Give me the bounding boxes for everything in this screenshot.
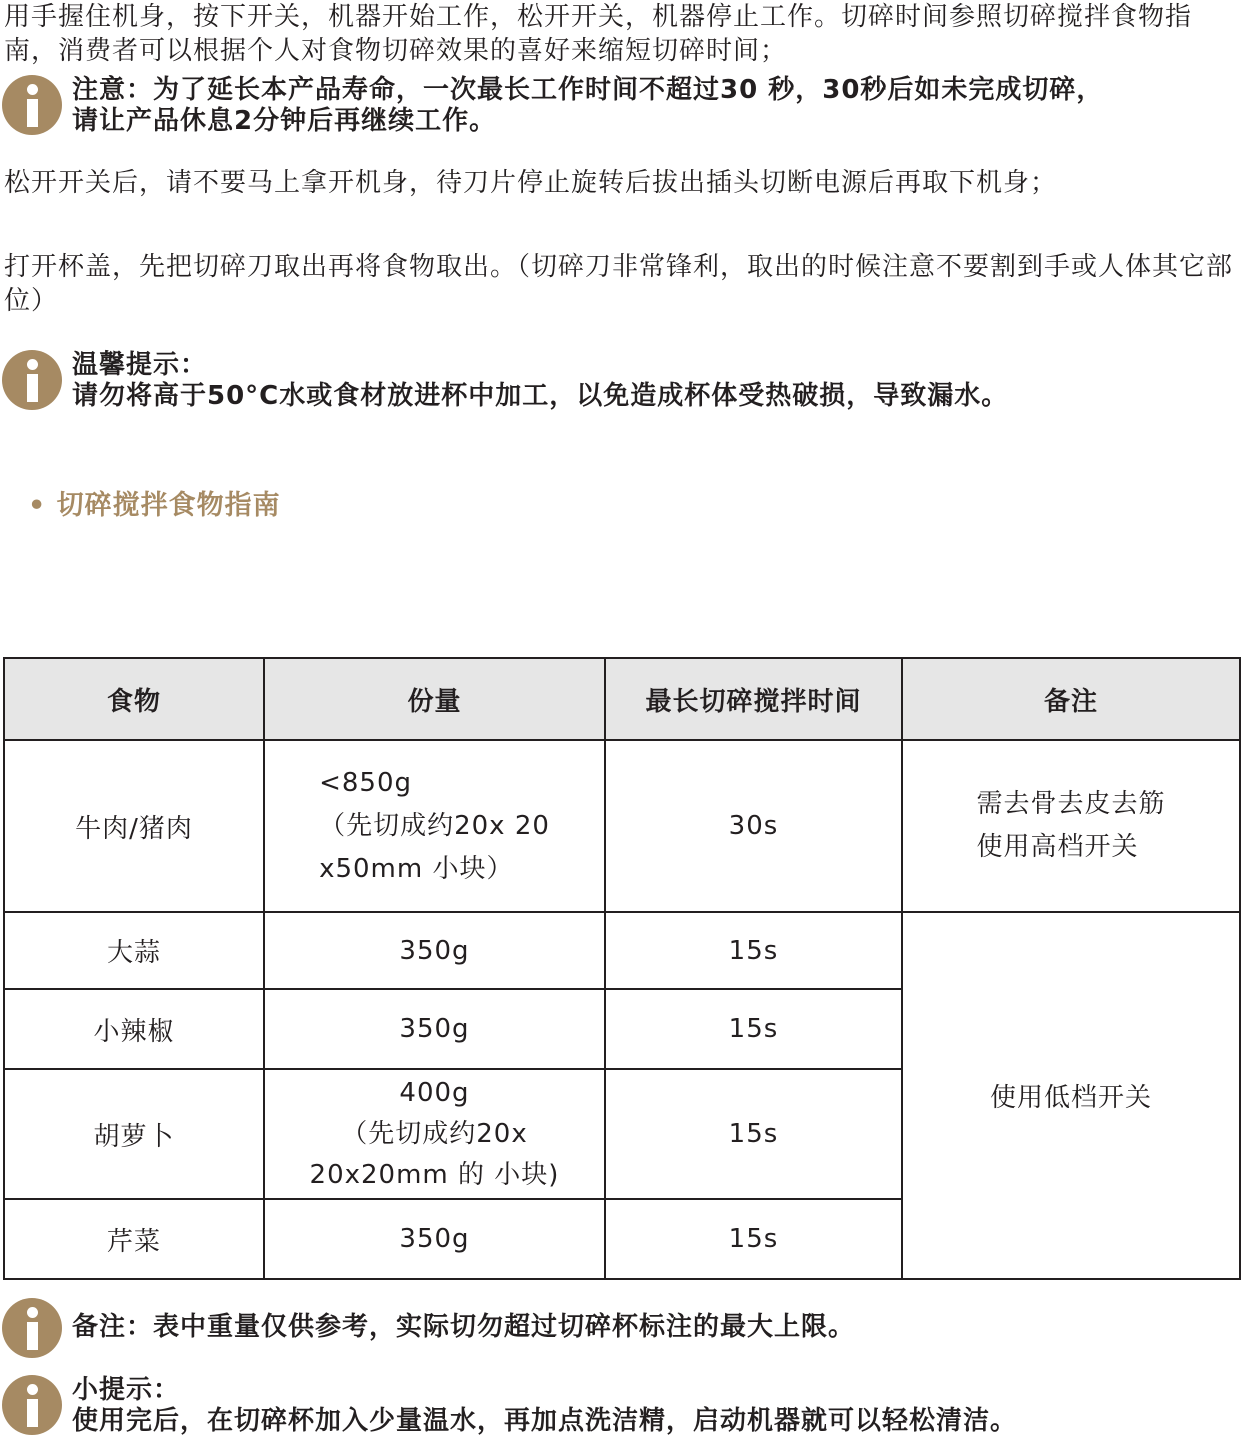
time-cell: 15s <box>605 989 902 1069</box>
tip-body: 使用完后，在切碎杯加入少量温水，再加点洗洁精，启动机器就可以轻松清洁。 <box>72 1406 1018 1436</box>
notice-line-2: 请让产品休息2分钟后再继续工作。 <box>72 106 497 136</box>
header-max-time: 最长切碎搅拌时间 <box>605 658 902 740</box>
amount-line: <850g <box>319 767 412 798</box>
time-cell: 15s <box>605 912 902 989</box>
instruction-paragraph-3: 打开杯盖，先把切碎刀取出再将食物取出。（切碎刀非常锋利，取出的时候注意不要割到手或人体其它部位） <box>4 252 1234 316</box>
time-cell: 15s <box>605 1199 902 1279</box>
notice-text <box>72 75 1103 137</box>
info-icon <box>2 1298 62 1358</box>
food-cell: 胡萝卜 <box>4 1069 264 1199</box>
amount-line: x50mm 小块） <box>319 853 514 884</box>
info-icon <box>2 1375 62 1435</box>
amount-cell <box>264 1069 605 1199</box>
warm-tip-heading: 温馨提示： <box>72 350 208 380</box>
note-line: 使用高档开关 <box>976 832 1139 862</box>
table-row <box>4 912 1240 989</box>
time-cell: 30s <box>605 740 902 912</box>
info-icon <box>2 75 62 135</box>
remark-note <box>2 1298 1237 1358</box>
food-cell: 芹菜 <box>4 1199 264 1279</box>
notice-note <box>2 75 1237 137</box>
table-row <box>4 740 1240 912</box>
remark-text: 备注：表中重量仅供参考，实际切勿超过切碎杯标注的最大上限。 <box>72 1312 856 1342</box>
instruction-paragraph-1: 用手握住机身，按下开关，机器开始工作，松开开关，机器停止工作。切碎时间参照切碎搅拌食物指南，消费者可以根据个人对食物切碎效果的喜好来缩短切碎时间； <box>4 2 1193 66</box>
note-cell <box>902 740 1240 912</box>
time-cell: 15s <box>605 1069 902 1199</box>
warm-tip-text <box>72 350 1008 412</box>
shared-note-cell: 使用低档开关 <box>902 912 1240 1279</box>
amount-cell: 350g <box>264 989 605 1069</box>
info-icon <box>2 350 62 410</box>
amount-cell: 350g <box>264 1199 605 1279</box>
amount-line: 20x20mm 的 小块) <box>309 1159 560 1190</box>
section-title: • 切碎搅拌食物指南 <box>28 490 281 521</box>
warm-tip-body: 请勿将高于50°C水或食材放进杯中加工，以免造成杯体受热破损，导致漏水。 <box>72 381 1009 411</box>
food-cell: 小辣椒 <box>4 989 264 1069</box>
notice-line-1: 注意：为了延长本产品寿命，一次最长工作时间不超过30 秒，30秒后如未完成切碎， <box>72 75 1104 105</box>
amount-cell: 350g <box>264 912 605 989</box>
tip-heading: 小提示： <box>72 1375 181 1405</box>
tip-note <box>2 1375 1237 1437</box>
warm-tip-note <box>2 350 1237 412</box>
amount-cell <box>264 740 605 912</box>
header-note: 备注 <box>902 658 1240 740</box>
amount-line: 400g <box>399 1077 470 1108</box>
note-line: 需去骨去皮去筋 <box>976 789 1166 819</box>
instruction-paragraph-2: 松开开关后，请不要马上拿开机身，待刀片停止旋转后拔出插头切断电源后再取下机身； <box>4 168 1058 198</box>
amount-line: （先切成约20x 20 <box>319 810 550 841</box>
header-food: 食物 <box>4 658 264 740</box>
food-cell: 大蒜 <box>4 912 264 989</box>
table-header-row <box>4 658 1240 740</box>
food-guide-table <box>3 657 1241 1280</box>
header-amount: 份量 <box>264 658 605 740</box>
food-cell: 牛肉/猪肉 <box>4 740 264 912</box>
amount-line: （先切成约20x <box>341 1118 528 1149</box>
tip-text <box>72 1375 1017 1437</box>
